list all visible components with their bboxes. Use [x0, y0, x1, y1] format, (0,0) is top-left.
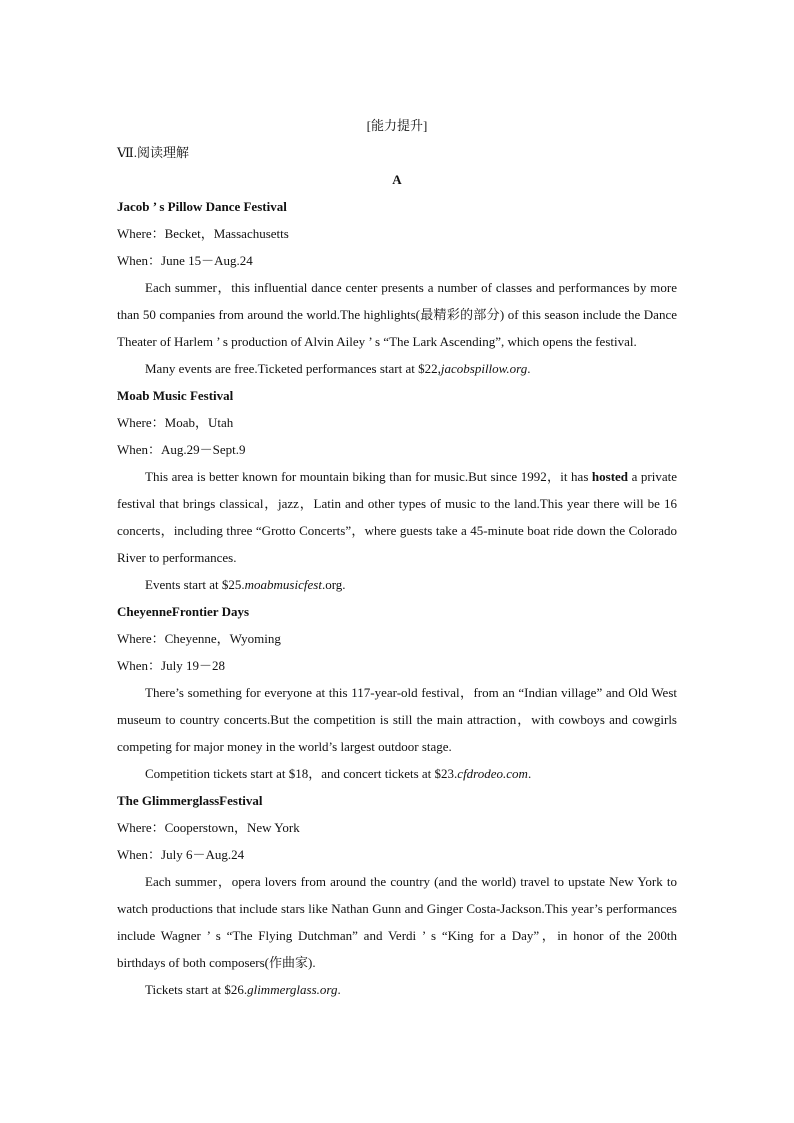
festival-tickets — [117, 571, 677, 598]
festival-when: When：July 6－Aug.24 — [117, 847, 245, 862]
festival-name: CheyenneFrontier Days — [117, 604, 250, 619]
festival-where: Where：Becket，Massachusetts — [117, 226, 289, 241]
festival-name: The GlimmerglassFestival — [117, 793, 263, 808]
url-suffix: . — [527, 361, 531, 376]
url-suffix: . — [527, 766, 532, 781]
festival-url: moabmusicfest — [244, 577, 322, 592]
festival-section — [117, 193, 677, 382]
url-suffix: . — [337, 982, 341, 997]
festival-description: Each summer，opera lovers from around the country (and the world) travel to upstate New York to watch productions that include stars like Nathan Gunn and Ginger Costa-Jackson.This year’s performances include Wagner ’ s “The Flying Dutchman” and Verdi ’ s “King for a Day”，in honor of the 200th birthdays of both composers(作曲家). — [117, 874, 677, 970]
highlighted-word: hosted — [591, 469, 629, 484]
festival-name: Moab Music Festival — [117, 388, 234, 403]
festival-where: Where：Moab，Utah — [117, 415, 234, 430]
festival-description: There’s something for everyone at this 117-year-old festival，from an “Indian village” and Old West museum to country concerts.But the competition is still the main attraction，with cowboys and cowgirls competing for major money in the world’s largest outdoor stage. — [117, 685, 677, 754]
festival-tickets — [117, 976, 677, 1003]
document-page — [117, 112, 677, 1003]
passage-letter: A — [392, 172, 402, 187]
festival-where: Where：Cheyenne，Wyoming — [117, 631, 281, 646]
festival-section — [117, 598, 677, 787]
ticket-text: Tickets start at $26. — [145, 982, 248, 997]
festival-section — [117, 787, 677, 1003]
festival-url: jacobspillow.org — [440, 361, 528, 376]
url-suffix: .org. — [321, 577, 346, 592]
festival-url: glimmerglass.org — [247, 982, 338, 997]
festival-when: When：Aug.29－Sept.9 — [117, 442, 246, 457]
ticket-text: Many events are free.Ticketed performances start at $22, — [145, 361, 441, 376]
festival-section — [117, 382, 677, 598]
description-part: a private festival that brings classical，jazz，Latin and other types of music to the land.This year there will be 16 concerts，including three “Grotto Concerts”，where guests take a 45-minute boat ride down the Colorado River to performances. — [117, 469, 677, 565]
description-part: This area is better known for mountain biking than for music.But since 1992，it has — [145, 469, 592, 484]
ticket-text: Competition tickets start at $18，and concert tickets at $23. — [145, 766, 458, 781]
festival-where: Where：Cooperstown，New York — [117, 820, 300, 835]
festival-url: cfdrodeo.com — [457, 766, 528, 781]
festival-when: When：July 19－28 — [117, 658, 225, 673]
festival-description: Each summer，this influential dance center presents a number of classes and performances by more than 50 companies from around the world.The highlights(最精彩的部分) of this season include the Dance Theater of Harlem ’ s production of Alvin Ailey ’ s “The Lark Ascending”, which opens the festival. — [117, 280, 677, 349]
festival-when: When：June 15－Aug.24 — [117, 253, 253, 268]
part-label: Ⅶ.阅读理解 — [117, 145, 190, 160]
festival-name: Jacob ’ s Pillow Dance Festival — [117, 199, 287, 214]
section-title: [能力提升] — [366, 118, 428, 133]
ticket-text: Events start at $25. — [145, 577, 245, 592]
festival-tickets — [117, 760, 677, 787]
festival-description — [117, 463, 677, 571]
festival-tickets — [117, 355, 677, 382]
